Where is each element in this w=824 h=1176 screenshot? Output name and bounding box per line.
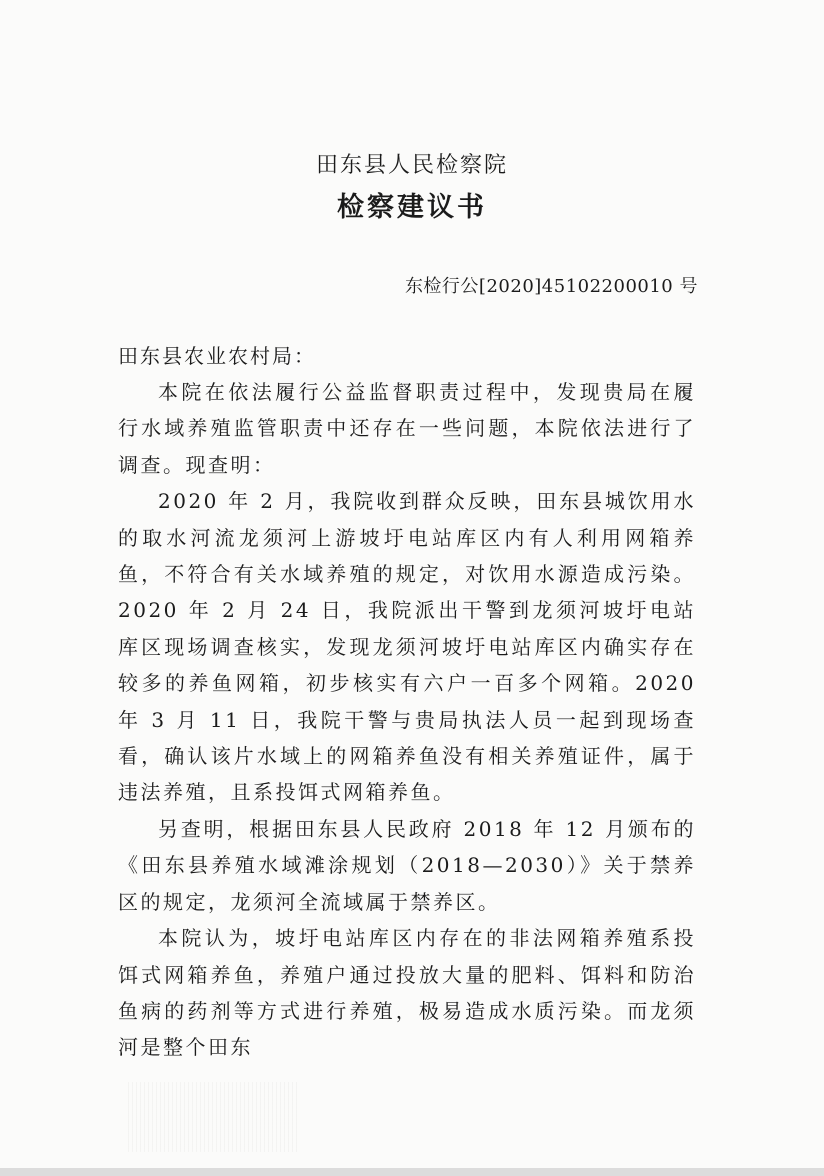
body-paragraph: 本院在依法履行公益监督职责过程中，发现贵局在履行水域养殖监管职责中还存在一些问题，本院依法进行了调查。现查明： (118, 380, 696, 477)
addressee: 田东县农业农村局： (118, 344, 316, 368)
body-paragraph: 另查明，根据田东县人民政府 2018 年 12 月颁布的《田东县养殖水域滩涂规划（2018—2030）》关于禁养区的规定，龙须河全流域属于禁养区。 (118, 816, 696, 914)
body-paragraph: 2020 年 2 月，我院收到群众反映，田东县城饮用水的取水河流龙须河上游坡圩电站库区内有人利用网箱养鱼，不符合有关水域养殖的规定，对饮用水源造成污染。2020 年 2 月 24 日，我院派出干警到龙须河坡圩电站库区现场调查核实，发现龙须河坡圩电站库区内确实存在较多的养鱼网箱，初步核实有六户一百多个网箱。2020 年 3 月 11 日，我院干警与贵局执法人员一起到现场查看，确认该片水域上的网箱养鱼没有相关养殖证件，属于违法养殖，且系投饵式网箱养鱼。 (118, 489, 696, 805)
scan-bottom-edge (0, 1168, 824, 1176)
body-paragraph: 本院认为，坡圩电站库区内存在的非法网箱养殖系投饵式网箱养鱼，养殖户通过投放大量的肥料、饵料和防治鱼病的药剂等方式进行养殖，极易造成水质污染。而龙须河是整个田东 (118, 926, 696, 1060)
document-number: 东检行公[2020]45102200010 号 (404, 276, 698, 297)
faint-scan-mark (128, 1082, 298, 1152)
document-title: 检察建议书 (337, 192, 487, 223)
document-body (118, 374, 696, 1066)
issuing-organization: 田东县人民检察院 (315, 153, 508, 178)
